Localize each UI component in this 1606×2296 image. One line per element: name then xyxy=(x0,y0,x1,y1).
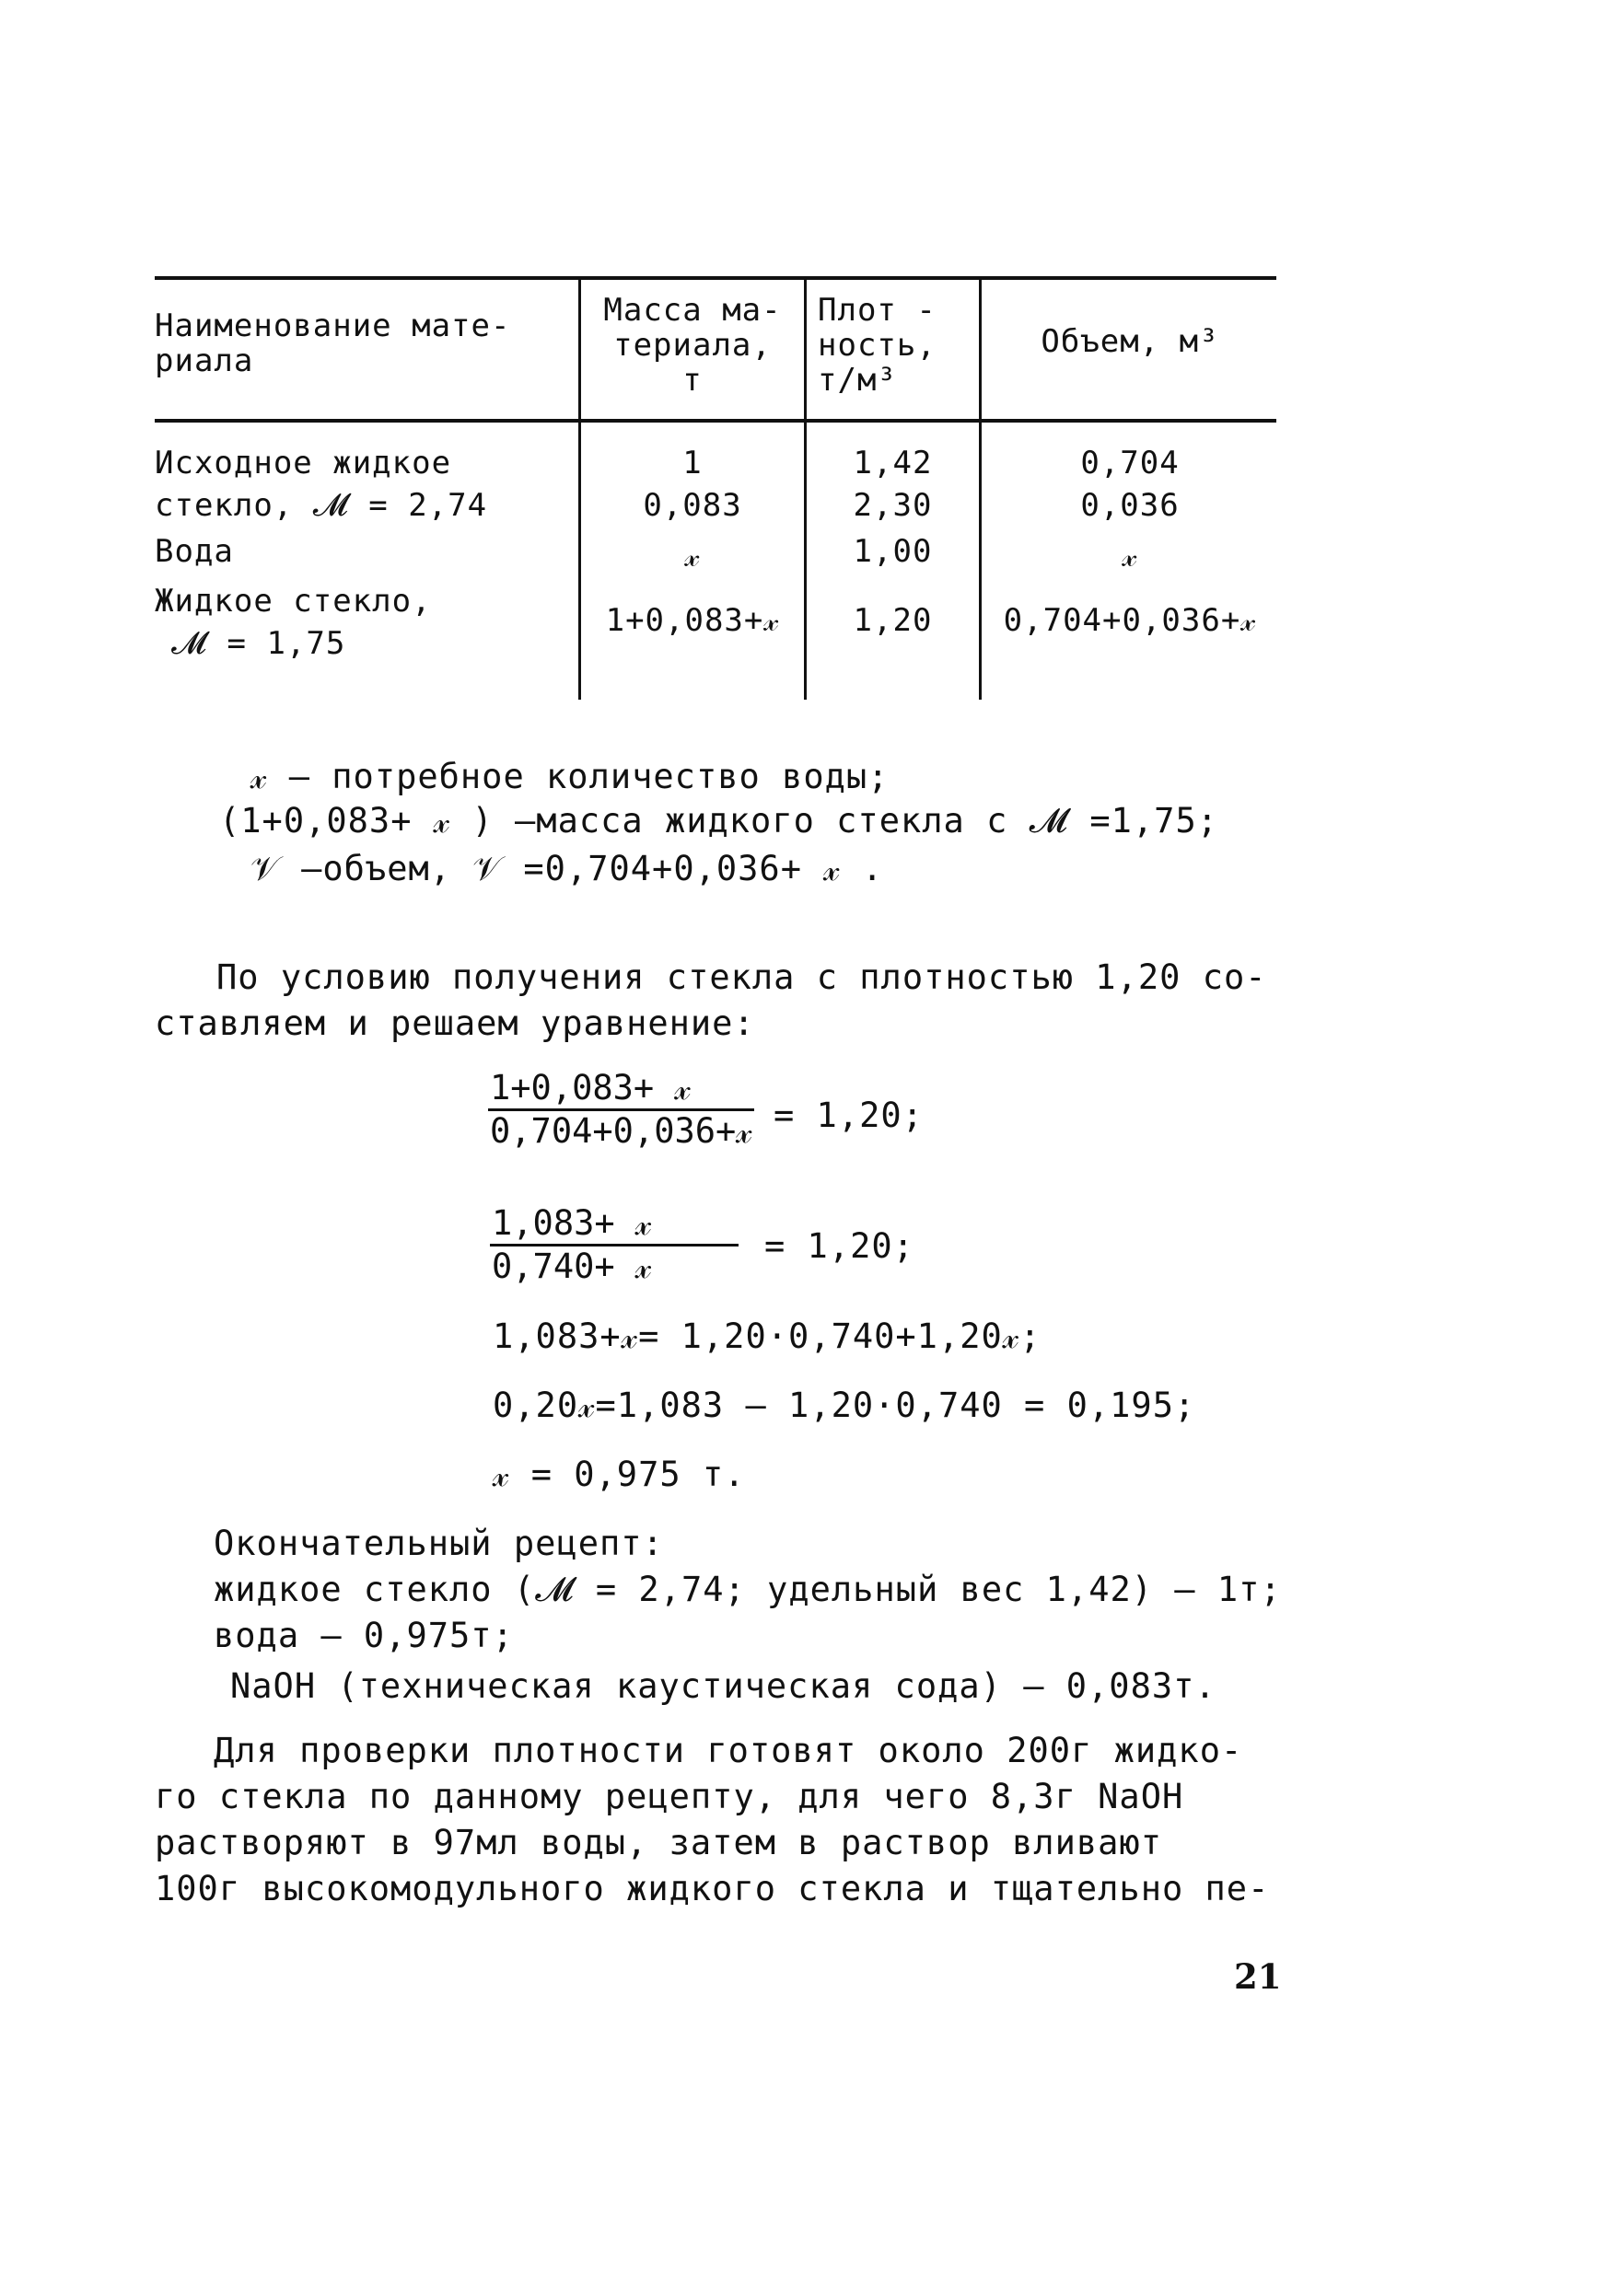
equation-5: 𝓍 = 0,975 т. xyxy=(493,1455,746,1494)
final-line-4: 100г высокомодульного жидкого стекла и тщательно пе- xyxy=(155,1869,1270,1908)
table-row-3-name: Жидкое стекло, 𝓜 = 1,75 xyxy=(155,583,432,662)
table-col-divider-2 xyxy=(804,276,807,700)
table-row-1-name: Исходное жидкое стекло, 𝓜 = 2,74 xyxy=(155,445,488,524)
equation-1-rhs: = 1,20; xyxy=(774,1096,924,1135)
equation-2-fraction xyxy=(490,1203,739,1287)
final-line-2: го стекла по данному рецепту, для чего 8,3г NaOH xyxy=(155,1777,1184,1816)
recipe-line-glass: жидкое стекло (𝓜 = 2,74; удельный вес 1,42) – 1т; xyxy=(214,1570,1282,1609)
final-line-3: растворяют в 97мл воды, затем в раствор вливают xyxy=(155,1823,1162,1862)
header-volume: Объем, м³ xyxy=(1041,323,1219,360)
table-col-divider-3 xyxy=(979,276,982,700)
table-row-2-density: 1,00 xyxy=(853,533,933,570)
final-line-1: Для проверки плотности готовят около 200г жидко- xyxy=(214,1731,1243,1770)
table-row-1-volume: 0,704 0,036 xyxy=(1080,445,1180,524)
table-top-rule xyxy=(155,276,1276,280)
table-row-2-name: Вода xyxy=(155,533,234,570)
equation-2-numerator: 1,083+ 𝓍 xyxy=(492,1203,652,1243)
intro-line-1: По условию получения стекла с плотностью 1,20 со- xyxy=(216,957,1267,997)
header-mass: Масса ма- териала, т xyxy=(603,292,782,399)
table-row-3-volume: 0,704+0,036+𝓍 xyxy=(1003,602,1257,639)
equation-1-numerator: 1+0,083+ 𝓍 xyxy=(490,1068,691,1107)
note-x-definition: 𝓍 – потребное количество воды; xyxy=(250,757,890,796)
header-density: Плот - ность, т/м³ xyxy=(818,292,937,399)
table-row-1-density: 1,42 2,30 xyxy=(853,445,933,524)
table-row-2-mass: 𝓍 xyxy=(684,538,701,574)
equation-2-denominator: 0,740+ 𝓍 xyxy=(492,1247,652,1286)
page-number: 21 xyxy=(1234,1956,1282,1997)
table-row-1-mass: 1 0,083 xyxy=(643,445,742,524)
table-col-divider-1 xyxy=(578,276,581,700)
recipe-line-water: вода – 0,975т; xyxy=(214,1616,514,1655)
intro-line-2: ставляем и решаем уравнение: xyxy=(155,1003,755,1043)
table-header-rule xyxy=(155,419,1276,423)
recipe-line-naoh: NaOH (техническая каустическая сода) – 0,083т. xyxy=(230,1666,1216,1706)
equation-1-fraction xyxy=(488,1068,754,1152)
table-row-2-volume: 𝓍 xyxy=(1122,538,1138,574)
note-mass-definition: (1+0,083+ 𝓍 ) –масса жидкого стекла с 𝓜 =1,75; xyxy=(219,801,1219,841)
equation-4: 0,20𝓍=1,083 – 1,20·0,740 = 0,195; xyxy=(493,1386,1196,1425)
equation-1-denominator: 0,704+0,036+𝓍 xyxy=(490,1111,752,1151)
note-volume-definition: 𝒱 –объем, 𝒱 =0,704+0,036+ 𝓍 . xyxy=(250,849,884,888)
table-row-3-density: 1,20 xyxy=(853,602,933,639)
equation-3: 1,083+𝓍= 1,20·0,740+1,20𝓍; xyxy=(493,1316,1042,1356)
recipe-title: Окончательный рецепт: xyxy=(214,1524,664,1563)
header-name: Наименование мате- риала xyxy=(155,307,511,379)
equation-2-rhs: = 1,20; xyxy=(764,1226,914,1266)
table-row-3-mass: 1+0,083+𝓍 xyxy=(605,602,780,639)
